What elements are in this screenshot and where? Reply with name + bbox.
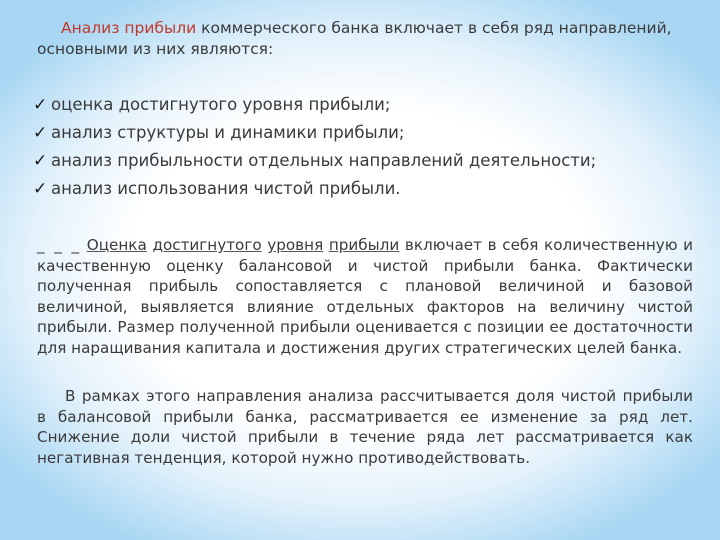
intro-paragraph bbox=[37, 18, 677, 60]
intro-text: коммерческого банка включает в себя ряд направлений, основными из них являются: bbox=[37, 19, 672, 58]
check-icon: ✓ bbox=[33, 95, 48, 115]
check-icon: ✓ bbox=[33, 123, 48, 143]
underlined-term: достигнутого bbox=[152, 236, 262, 254]
paragraph-text: включает в себя количественную и качественную оценку балансовой и чистой прибыли банка. Фактически полученная прибыль сопоставляется с плановой величиной и базовой величиной, выявляется влияние отдельных факторов на величину чистой прибыли. Размер полученной прибыли оценивается с позиции ее достаточности для наращивания капитала и достижения других стратегических целей банка. bbox=[37, 236, 694, 357]
checklist-item-label: анализ структуры и динамики прибыли; bbox=[51, 123, 405, 142]
leading-dashes: _ _ _ bbox=[37, 236, 82, 254]
intro-accent-text: Анализ прибыли bbox=[61, 19, 197, 37]
underlined-term: прибыли bbox=[328, 236, 400, 254]
checklist-item bbox=[33, 175, 596, 203]
checklist-item-label: анализ использования чистой прибыли. bbox=[51, 179, 401, 198]
underlined-term: уровня bbox=[267, 236, 324, 254]
check-icon: ✓ bbox=[33, 179, 48, 199]
paragraph-text: В рамках этого направления анализа рассчитывается доля чистой прибыли в балансовой прибыли банка, рассматривается ее изменение за ряд лет. Снижение доли чистой прибыли в течение ряда лет рассматривается как негативная тенденция, которой нужно противодействовать. bbox=[37, 387, 693, 467]
underlined-term: Оценка bbox=[86, 236, 147, 254]
paragraph-net-profit-share bbox=[37, 386, 693, 468]
checklist-item bbox=[33, 91, 596, 119]
checklist-item bbox=[33, 119, 596, 147]
checklist-item bbox=[33, 147, 596, 175]
checklist bbox=[33, 91, 596, 203]
checklist-item-label: оценка достигнутого уровня прибыли; bbox=[51, 95, 391, 114]
check-icon: ✓ bbox=[33, 151, 48, 171]
paragraph-profit-assessment bbox=[37, 235, 693, 358]
checklist-item-label: анализ прибыльности отдельных направлений деятельности; bbox=[51, 151, 597, 170]
